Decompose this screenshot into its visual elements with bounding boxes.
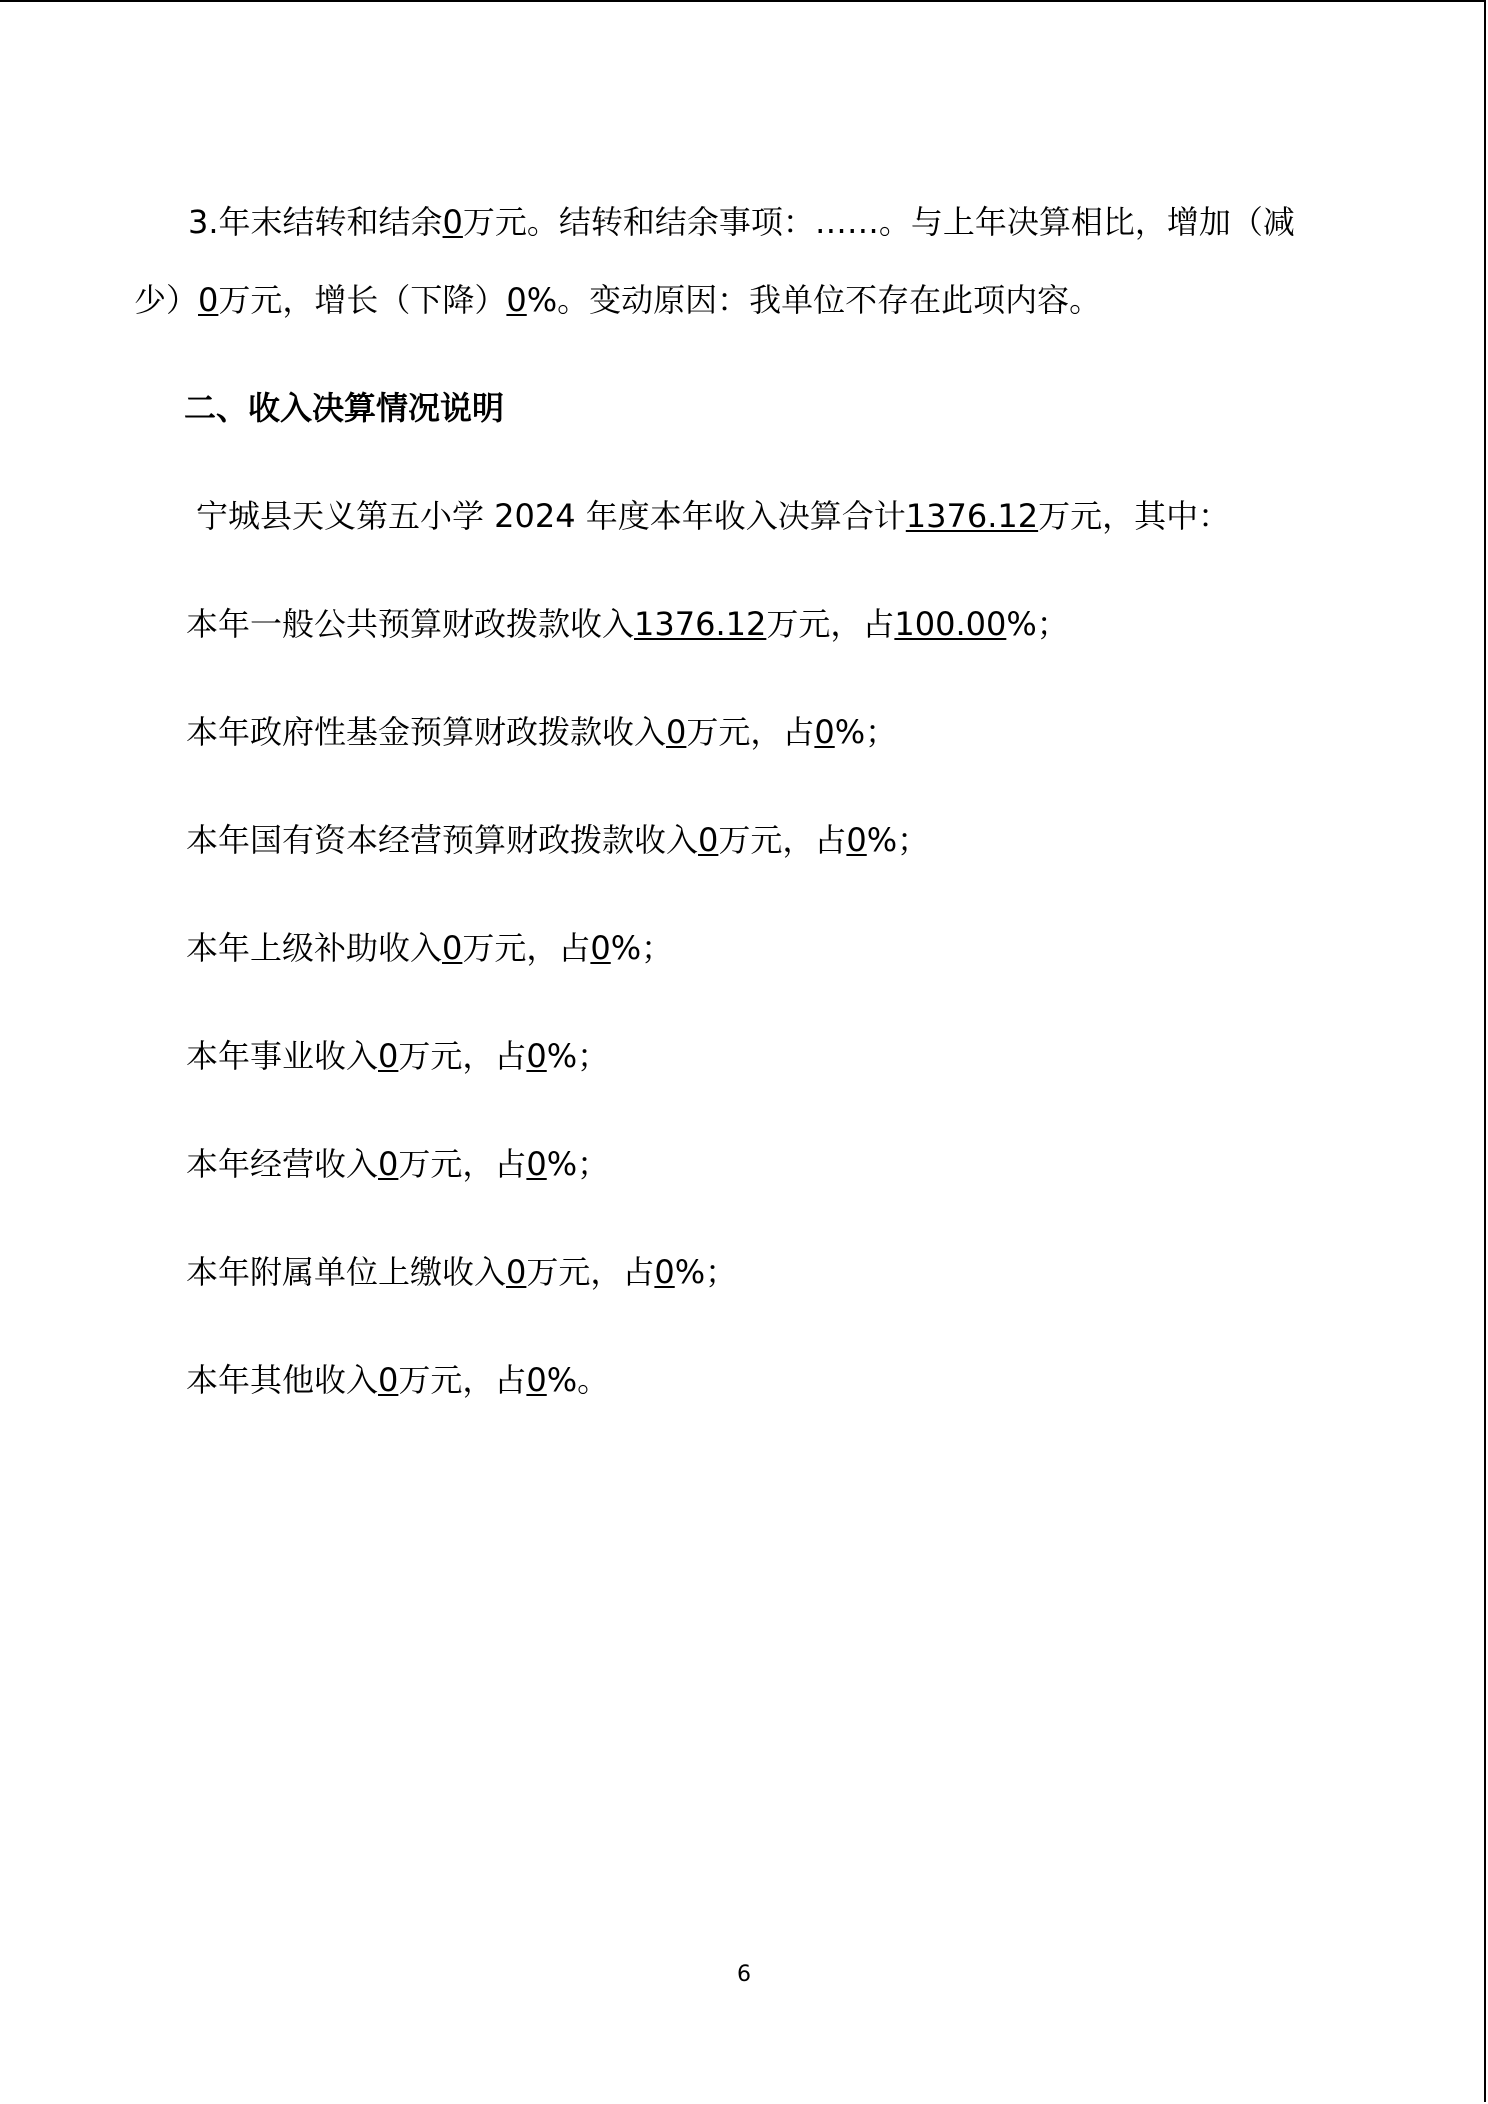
carryover-amount: 0	[442, 203, 463, 241]
income-item-end: %。	[546, 1361, 610, 1399]
carryover-change-amount: 0	[198, 281, 219, 319]
income-item-amount: 0	[378, 1037, 399, 1075]
income-item	[186, 926, 673, 970]
income-item-end: %；	[546, 1037, 610, 1075]
income-item-end: %；	[674, 1253, 738, 1291]
carryover-line-2	[134, 278, 1101, 322]
income-item	[186, 1142, 609, 1186]
income-item-amount: 1376.12	[634, 605, 767, 643]
carryover-text: 万元，增长（下降）	[218, 281, 507, 319]
carryover-text: 万元。结转和结余事项：……。与上年决算相比，增加（减	[462, 203, 1295, 241]
income-item-unit: 万元，占	[686, 713, 815, 751]
income-item-unit: 万元，占	[526, 1253, 655, 1291]
income-item-pct: 100.00	[894, 605, 1007, 643]
carryover-change-pct: 0	[506, 281, 527, 319]
income-item-end: %；	[1006, 605, 1069, 643]
income-item	[186, 602, 1069, 646]
income-item-pct: 0	[526, 1037, 547, 1075]
carryover-text: %。变动原因：我单位不存在此项内容。	[526, 281, 1102, 319]
income-item-label: 本年附属单位上缴收入	[186, 1253, 507, 1291]
income-item-amount: 0	[666, 713, 687, 751]
carryover-text: 少）	[134, 281, 199, 319]
income-item-label: 本年国有资本经营预算财政拨款收入	[186, 821, 699, 859]
income-item-pct: 0	[526, 1145, 547, 1183]
income-item-pct: 0	[526, 1361, 547, 1399]
income-item-label: 本年上级补助收入	[186, 929, 443, 967]
income-item-end: %；	[866, 821, 930, 859]
section-heading: 二、收入决算情况说明	[184, 389, 505, 427]
income-item-label: 本年政府性基金预算财政拨款收入	[186, 713, 667, 751]
income-item	[186, 710, 897, 754]
total-income-amount: 1376.12	[905, 497, 1039, 535]
income-item-label: 本年事业收入	[186, 1037, 379, 1075]
income-item-amount: 0	[378, 1361, 399, 1399]
income-item-pct: 0	[846, 821, 867, 859]
income-item-end: %；	[546, 1145, 610, 1183]
income-item	[186, 818, 929, 862]
income-item-end: %；	[610, 929, 674, 967]
income-item-amount: 0	[698, 821, 719, 859]
page-number: 6	[737, 1962, 751, 1987]
income-item-pct: 0	[654, 1253, 675, 1291]
income-item-end: %；	[834, 713, 898, 751]
income-item-unit: 万元，占	[462, 929, 591, 967]
carryover-text: 3.年末结转和结余	[188, 203, 443, 241]
income-item	[186, 1250, 737, 1294]
income-item-unit: 万元，占	[398, 1037, 527, 1075]
intro-text: 宁城县天义第五小学 2024 年度本年收入决算合计	[196, 497, 906, 535]
income-item-amount: 0	[506, 1253, 527, 1291]
income-item-pct: 0	[814, 713, 835, 751]
income-item-label: 本年一般公共预算财政拨款收入	[186, 605, 635, 643]
income-item-label: 本年经营收入	[186, 1145, 379, 1183]
income-item-unit: 万元，占	[398, 1361, 527, 1399]
income-item-amount: 0	[442, 929, 463, 967]
income-item-label: 本年其他收入	[186, 1361, 379, 1399]
intro-text: 万元，其中：	[1038, 497, 1231, 535]
income-item	[186, 1358, 609, 1402]
income-item-unit: 万元，占	[766, 605, 895, 643]
income-item-unit: 万元，占	[718, 821, 847, 859]
income-item-unit: 万元，占	[398, 1145, 527, 1183]
income-item	[186, 1034, 609, 1078]
carryover-line-1	[188, 200, 1295, 244]
income-item-amount: 0	[378, 1145, 399, 1183]
income-intro	[196, 494, 1230, 538]
income-item-pct: 0	[590, 929, 611, 967]
